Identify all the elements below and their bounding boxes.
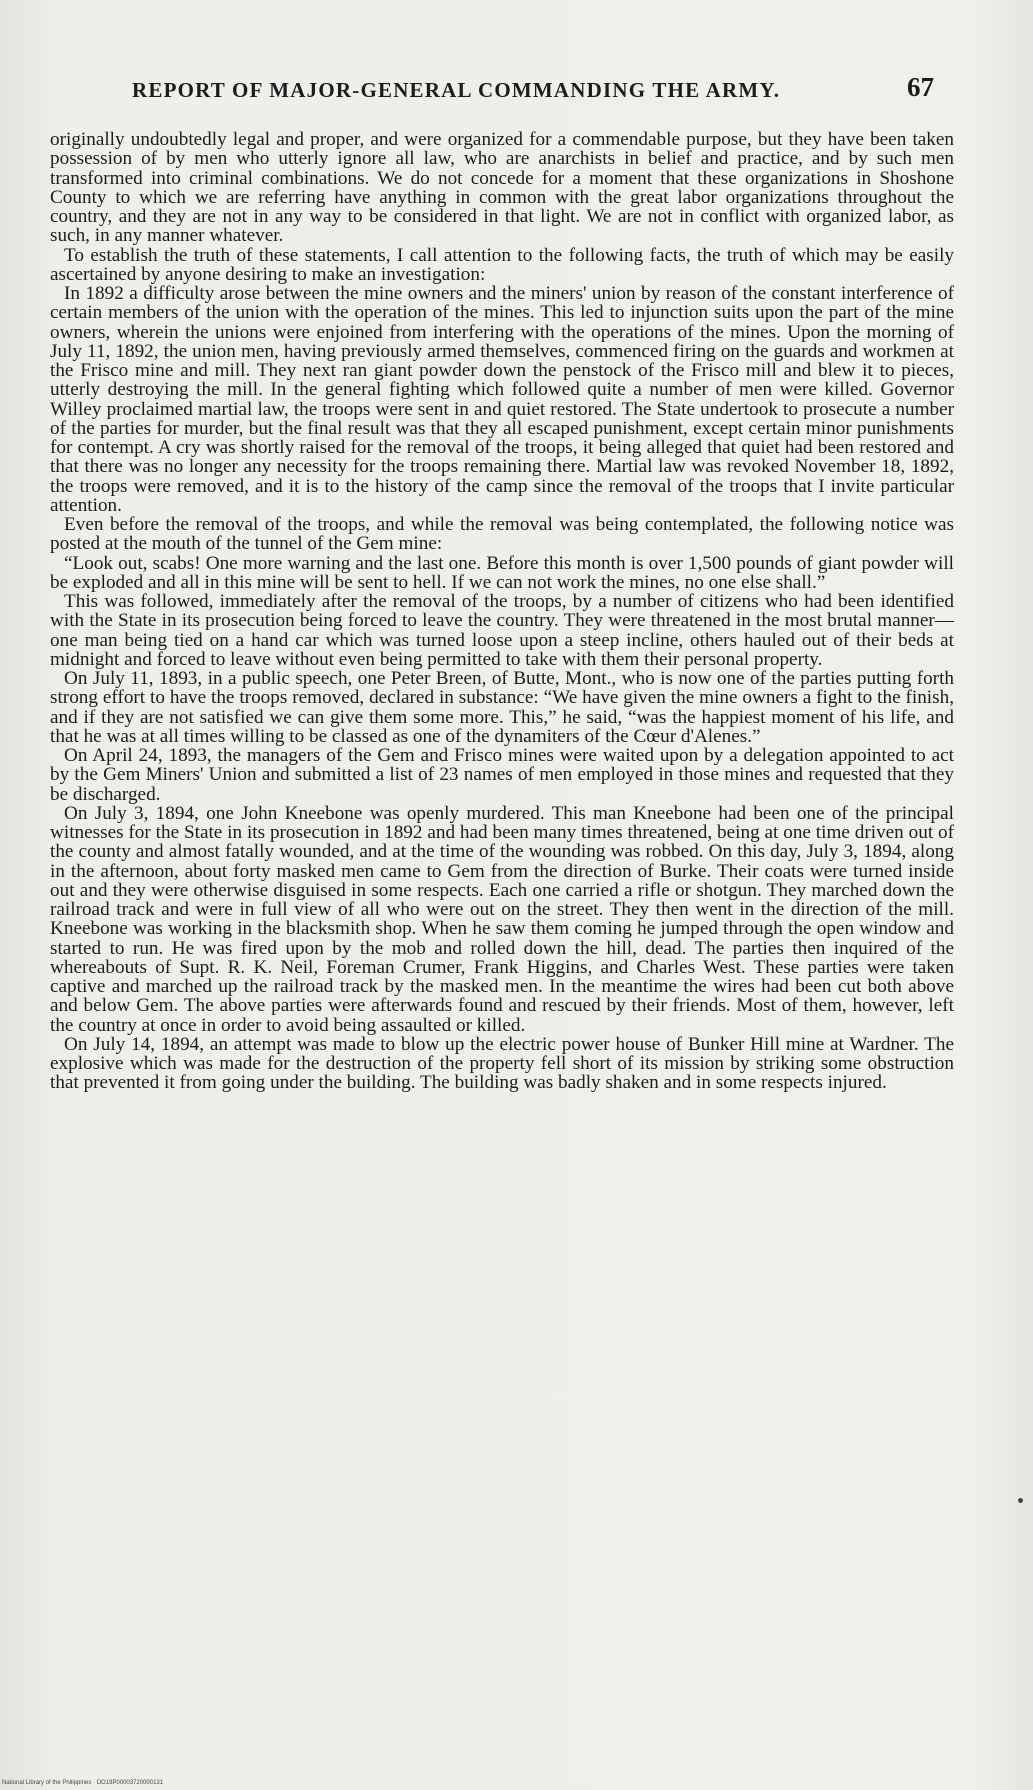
scan-credit: National Library of the Philippines · DO19P00003720000131 <box>2 1780 164 1786</box>
paragraph: This was followed, immediately after the removal of the troops, by a number of citizens who had been identified with the State in its prosecution being forced to leave the country. They were threatened in the most brutal manner—one man being tied on a hand car which was turned loose upon a steep incline, others hauled out of their beds at midnight and forced to leave without even being permitted to take with them their personal property. <box>50 591 954 670</box>
paragraph: On July 14, 1894, an attempt was made to blow up the electric power house of Bunker Hill mine at Wardner. The explosive which was made for the destruction of the property fell short of its mission by striking some obstruction that prevented it from going under the building. The building was badly shaken and in some respects injured. <box>50 1033 954 1094</box>
quoted-notice: “Look out, scabs! One more warning and the last one. Before this month is over 1,500 pounds of giant powder will be exploded and all in this mine will be sent to hell. If we can not work the mines, no one else shall.” <box>50 552 954 593</box>
body-text <box>50 130 954 1093</box>
header-title: REPORT OF MAJOR-GENERAL COMMANDING THE ARMY. <box>132 78 781 102</box>
paragraph-continued: originally undoubtedly legal and proper, and were organized for a commendable purpose, but they have been taken possession of by men who utterly ignore all law, who are anarchists in belief and practice, and by such men transformed into criminal combinations. We do not concede for a moment that these organizations in Shoshone County to which we are referring have anything in common with the great labor organizations throughout the country, and they are not in any way to be considered in that light. We are not in conflict with organized labor, as such, in any manner whatever. <box>50 129 954 247</box>
paragraph: On July 11, 1893, in a public speech, one Peter Breen, of Butte, Mont., who is now one of the parties putting forth strong effort to have the troops removed, declared in substance: “We have given the mine owners a fight to the finish, and if they are not satisfied we can give them some more. This,” he said, “was the happiest moment of his life, and that he was at all times willing to be classed as one of the dynamiters of the Cœur d'Alenes.” <box>50 668 954 747</box>
paragraph: On July 3, 1894, one John Kneebone was openly murdered. This man Kneebone had been one of the principal witnesses for the State in its prosecution in 1892 and had been many times threatened, being at one time driven out of the county and almost fatally wounded, and at the time of the wounding was robbed. On this day, July 3, 1894, along in the afternoon, about forty masked men came to Gem from the direction of Burke. Their coats were turned inside out and they were otherwise disguised in some respects. Each one carried a rifle or shotgun. They marched down the railroad track and were in full view of all who were out on the street. They then went in the direction of the mill. Kneebone was working in the blacksmith shop. When he saw them coming he jumped through the open window and started to run. He was fired upon by the mob and rolled down the hill, dead. The parties then inquired of the whereabouts of Supt. R. K. Neil, Foreman Crumer, Frank Higgins, and Charles West. These parties were taken captive and marched up the railroad track by the masked men. In the meantime the wires had been cut both above and below Gem. The above parties were afterwards found and rescued by their friends. Most of them, however, left the country at once in order to avoid being assaulted or killed. <box>50 802 954 1036</box>
page-number: 67 <box>907 72 934 102</box>
paragraph: On April 24, 1893, the managers of the Gem and Frisco mines were waited upon by a delegation appointed to act by the Gem Miners' Union and submitted a list of 23 names of men employed in those mines and requested that they be discharged. <box>50 745 954 805</box>
margin-dot <box>1018 1498 1023 1503</box>
paragraph: In 1892 a difficulty arose between the mine owners and the miners' union by reason of the constant interference of certain members of the union with the operation of the mines. This led to injunction suits upon the part of the mine owners, wherein the unions were enjoined from interfering with the operations of the mines. Upon the morning of July 11, 1892, the union men, having previously armed themselves, commenced firing on the guards and workmen at the Frisco mine and mill. They next ran giant powder down the penstock of the Frisco mill and blew it to pieces, utterly destroying the mill. In the general fighting which followed quite a number of men were killed. Governor Willey proclaimed martial law, the troops were sent in and quiet restored. The State undertook to prosecute a number of the parties for murder, but the final result was that they all escaped punishment, except certain minor punishments for contempt. A cry was shortly raised for the removal of the troops, it being alleged that quiet had been restored and that there was no longer any necessity for the troops remaining there. Martial law was revoked November 18, 1892, the troops were removed, and it is to the history of the camp since the removal of the troops that I invite particular attention. <box>50 283 954 516</box>
paragraph: To establish the truth of these statements, I call attention to the following facts, the truth of which may be easily ascertained by anyone desiring to make an investigation: <box>50 244 954 285</box>
paragraph: Even before the removal of the troops, and while the removal was being contemplated, the following notice was posted at the mouth of the tunnel of the Gem mine: <box>50 514 954 555</box>
running-header <box>128 72 948 112</box>
